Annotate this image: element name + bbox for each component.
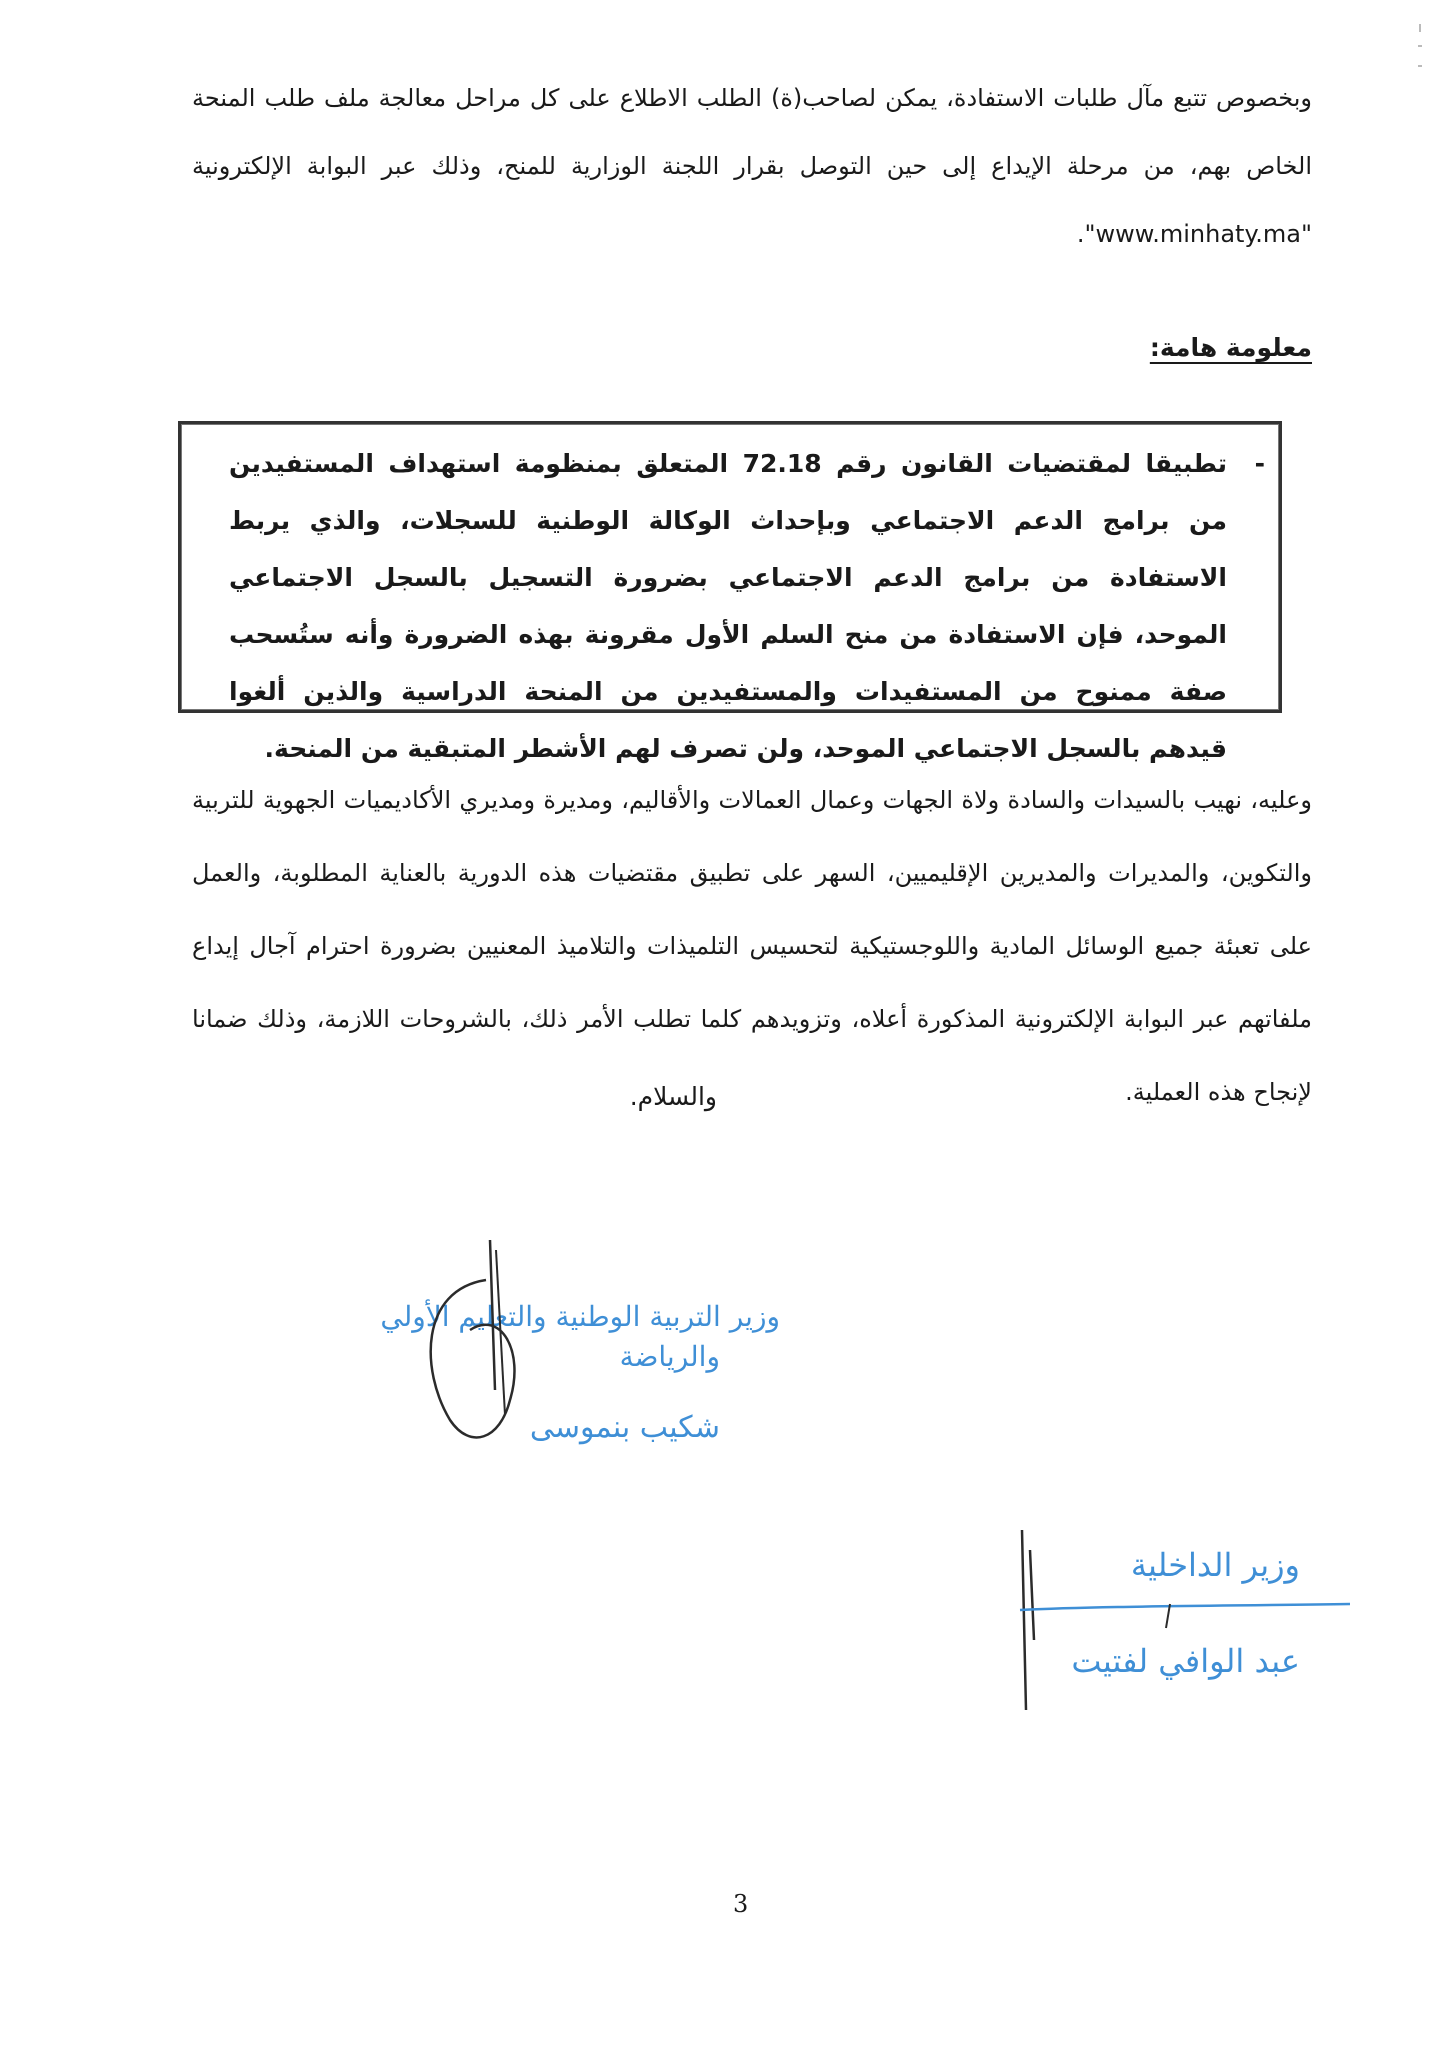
education-minister-title-2: والرياضة (619, 1340, 720, 1373)
margin-scan-marks (1410, 20, 1430, 80)
signature-block-interior-minister (960, 1510, 1360, 1730)
notice-text: تطبيقا لمقتضيات القانون رقم 72.18 المتعلق بمنظومة استهداف المستفيدين من برامج الدعم الاجتماعي وبإحداث الوكالة الوطنية للسجلات، والذي يربط الاستفادة من برامج الدعم الاجتماعي بضرورة التسجيل بالسجل الاجتماعي الموحد، فإن الاستفادة من منح السلم الأول مقرونة بهذه الضرورة وأنه ستُسحب صفة ممنوح من المستفيدات والمستفيدين من المنحة الدراسية والذين ألغوا قيدهم بالسجل الاجتماعي الموحد، ولن تصرف لهم الأشطر المتبقية من المنحة. (229, 449, 1227, 763)
handwritten-signature-interior (960, 1510, 1360, 1730)
intro-paragraph: وبخصوص تتبع مآل طلبات الاستفادة، يمكن لصاحب(ة) الطلب الاطلاع على كل مراحل معالجة ملف طلب المنحة الخاص بهم، من مرحلة الإيداع إلى حين التوصل بقرار اللجنة الوزارية للمنح، وذلك عبر البوابة الإلكترونية "www.minhaty.ma". (192, 84, 1312, 248)
education-minister-title: وزير التربية الوطنية والتعليم الأولي (380, 1300, 780, 1333)
salutation: والسلام. (629, 1082, 717, 1111)
important-notice-box (178, 421, 1282, 763)
signature-block-education-minister (300, 1240, 780, 1480)
notice-bullet: - (1254, 449, 1265, 478)
interior-minister-title: وزير الداخلية (1130, 1546, 1300, 1584)
education-minister-name: شكيب بنموسى (529, 1410, 720, 1445)
closing-request-paragraph: وعليه، نهيب بالسيدات والسادة ولاة الجهات وعمال العمالات والأقاليم، ومديرة ومديري الأكاديميات الجهوية للتربية والتكوين، والمديرات والمديرين الإقليميين، السهر على تطبيق مقتضيات هذه الدورية بالعناية المطلوبة، والعمل على تعبئة جميع الوسائل المادية واللوجستيكية لتحسيس التلميذات والتلاميذ المعنيين بضرورة احترام آجال إيداع ملفاتهم عبر البوابة الإلكترونية المذكورة أعلاه، وتزويدهم كلما تطلب الأمر ذلك، بالشروحات اللازمة، وذلك ضمانا لإنجاح هذه العملية. (192, 786, 1312, 1106)
page-number: 3 (733, 1890, 749, 1918)
handwritten-signature-education (300, 1240, 780, 1480)
important-info-heading: معلومة هامة: (1149, 333, 1312, 362)
interior-minister-name: عبد الوافي لفتيت (1071, 1642, 1300, 1680)
